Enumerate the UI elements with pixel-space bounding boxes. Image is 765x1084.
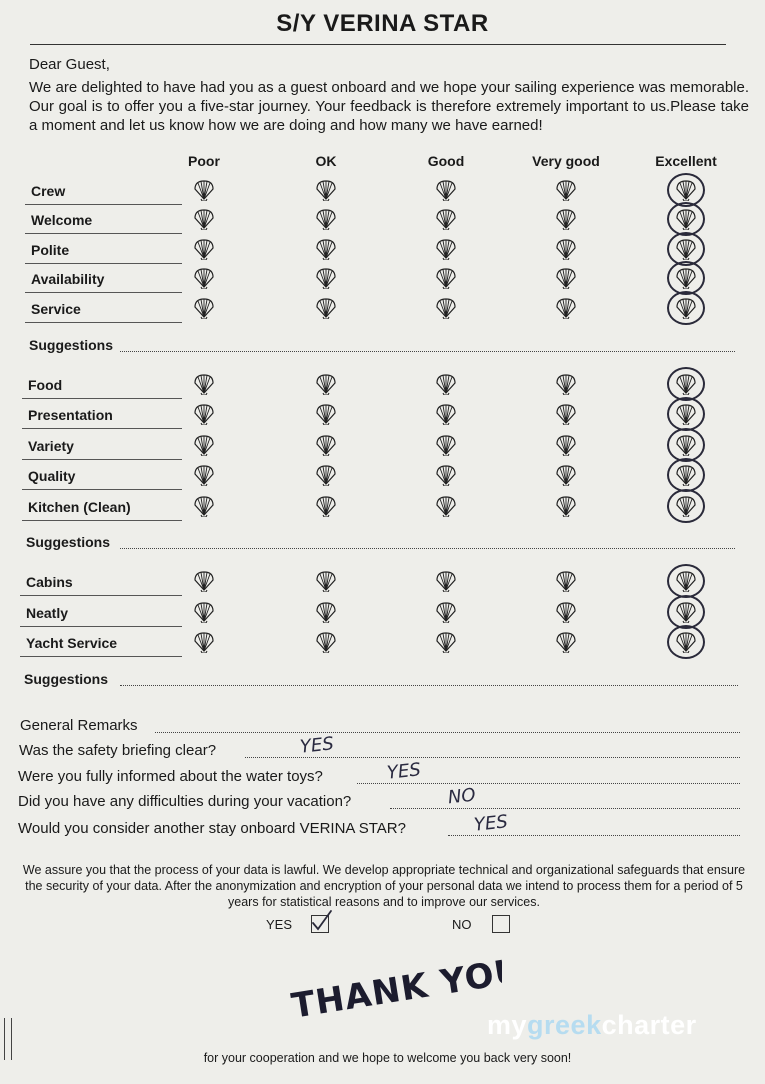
greeting: Dear Guest, bbox=[29, 56, 110, 73]
scallop-shell-icon[interactable] bbox=[434, 267, 458, 289]
scallop-shell-icon[interactable] bbox=[434, 208, 458, 230]
scallop-shell-icon[interactable] bbox=[554, 570, 578, 592]
scallop-shell-icon[interactable] bbox=[192, 403, 216, 425]
scallop-shell-icon[interactable] bbox=[192, 179, 216, 201]
form-title: S/Y VERINA STAR bbox=[276, 10, 489, 37]
row-underline bbox=[25, 322, 182, 323]
question-label: Would you consider another stay onboard VERINA STAR? bbox=[18, 820, 406, 837]
title-rule bbox=[30, 44, 726, 45]
selected-rating-circle bbox=[667, 595, 705, 629]
scallop-shell-icon[interactable] bbox=[314, 570, 338, 592]
row-underline bbox=[22, 489, 182, 490]
scallop-shell-icon[interactable] bbox=[554, 631, 578, 653]
scallop-shell-icon[interactable] bbox=[192, 238, 216, 260]
scallop-shell-icon[interactable] bbox=[434, 495, 458, 517]
selected-rating-circle bbox=[667, 458, 705, 492]
handwritten-answer: NO bbox=[446, 784, 477, 809]
suggestions-label: Suggestions bbox=[24, 671, 109, 687]
scallop-shell-icon[interactable] bbox=[314, 267, 338, 289]
scallop-shell-icon[interactable] bbox=[554, 495, 578, 517]
scallop-shell-icon[interactable] bbox=[434, 297, 458, 319]
scallop-shell-icon[interactable] bbox=[314, 631, 338, 653]
scallop-shell-icon[interactable] bbox=[314, 464, 338, 486]
scallop-shell-icon[interactable] bbox=[554, 373, 578, 395]
intro-paragraph: We are delighted to have had you as a guest onboard and we hope your sailing experience was memorable. Our goal is to offer you a five-star journey. Your feedback is therefore extremely important to us.Please take a moment and let us know how we are doing and how many we have earned! bbox=[29, 79, 749, 134]
row-underline bbox=[22, 459, 182, 460]
scallop-shell-icon[interactable] bbox=[554, 179, 578, 201]
question-label: General Remarks bbox=[20, 717, 138, 734]
scallop-shell-icon[interactable] bbox=[314, 238, 338, 260]
row-label: Quality bbox=[28, 468, 76, 484]
row-label: Yacht Service bbox=[26, 635, 118, 651]
scallop-shell-icon[interactable] bbox=[554, 434, 578, 456]
question-label: Were you fully informed about the water toys? bbox=[18, 768, 323, 785]
selected-rating-circle bbox=[667, 397, 705, 431]
selected-rating-circle bbox=[667, 202, 705, 236]
scallop-shell-icon[interactable] bbox=[314, 208, 338, 230]
footer-text: for your cooperation and we hope to welcome you back very soon! bbox=[203, 1051, 572, 1065]
scallop-shell-icon[interactable] bbox=[434, 238, 458, 260]
row-underline bbox=[22, 520, 182, 521]
row-label: Cabins bbox=[26, 574, 73, 590]
column-header-ok: OK bbox=[315, 153, 337, 169]
scallop-shell-icon[interactable] bbox=[554, 464, 578, 486]
question-label: Did you have any difficulties during your vacation? bbox=[18, 793, 352, 810]
row-underline bbox=[22, 428, 182, 429]
scallop-shell-icon[interactable] bbox=[192, 373, 216, 395]
row-label: Availability bbox=[31, 271, 105, 287]
scallop-shell-icon[interactable] bbox=[434, 403, 458, 425]
scallop-shell-icon[interactable] bbox=[434, 464, 458, 486]
row-underline bbox=[20, 595, 182, 596]
scallop-shell-icon[interactable] bbox=[434, 631, 458, 653]
row-label: Food bbox=[28, 377, 63, 393]
column-header-excellent: Excellent bbox=[655, 153, 717, 169]
selected-rating-circle bbox=[667, 261, 705, 295]
scallop-shell-icon[interactable] bbox=[314, 297, 338, 319]
suggestions-field[interactable] bbox=[120, 685, 738, 686]
row-underline bbox=[20, 656, 182, 657]
scallop-shell-icon[interactable] bbox=[192, 434, 216, 456]
scallop-shell-icon[interactable] bbox=[434, 601, 458, 623]
handwritten-answer: YES bbox=[298, 733, 335, 758]
scallop-shell-icon[interactable] bbox=[192, 631, 216, 653]
scallop-shell-icon[interactable] bbox=[314, 403, 338, 425]
row-label: Service bbox=[31, 301, 81, 317]
consent-no-checkbox[interactable] bbox=[492, 915, 510, 933]
consent-no-label: NO bbox=[452, 917, 472, 932]
scallop-shell-icon[interactable] bbox=[314, 495, 338, 517]
row-label: Crew bbox=[31, 183, 66, 199]
selected-rating-circle bbox=[667, 489, 705, 523]
scallop-shell-icon[interactable] bbox=[192, 464, 216, 486]
suggestions-label: Suggestions bbox=[26, 534, 111, 550]
scallop-shell-icon[interactable] bbox=[434, 373, 458, 395]
selected-rating-circle bbox=[667, 564, 705, 598]
scallop-shell-icon[interactable] bbox=[554, 297, 578, 319]
scallop-shell-icon[interactable] bbox=[554, 208, 578, 230]
scallop-shell-icon[interactable] bbox=[192, 267, 216, 289]
scallop-shell-icon[interactable] bbox=[554, 238, 578, 260]
answer-field[interactable] bbox=[155, 732, 740, 733]
row-underline bbox=[25, 263, 182, 264]
answer-field[interactable] bbox=[357, 783, 740, 784]
thank-you-text: THANK YOU! bbox=[288, 952, 502, 1020]
intro-block bbox=[29, 55, 749, 135]
scallop-shell-icon[interactable] bbox=[434, 434, 458, 456]
question-label: Was the safety briefing clear? bbox=[19, 742, 217, 759]
row-label: Polite bbox=[31, 242, 70, 258]
scallop-shell-icon[interactable] bbox=[434, 179, 458, 201]
suggestions-field[interactable] bbox=[120, 548, 735, 549]
selected-rating-circle bbox=[667, 291, 705, 325]
handwritten-answer: YES bbox=[472, 811, 509, 836]
selected-rating-circle bbox=[667, 625, 705, 659]
suggestions-field[interactable] bbox=[120, 351, 735, 352]
consent-yes-checkbox[interactable] bbox=[311, 915, 329, 933]
scallop-shell-icon[interactable] bbox=[314, 179, 338, 201]
consent-yes-label: YES bbox=[266, 917, 293, 932]
column-header-very-good: Very good bbox=[532, 153, 600, 169]
answer-field[interactable] bbox=[245, 757, 740, 758]
gdpr-notice: We assure you that the process of your data is lawful. We develop appropriate technical and organizational safeguards that ensure the security of your data. After the anonymization and encryption of your personal data we intend to process them for a period of 5 years for statistical reasons and to improve our services. bbox=[22, 863, 746, 909]
scallop-shell-icon[interactable] bbox=[434, 570, 458, 592]
checkmark-icon bbox=[309, 909, 335, 935]
row-underline bbox=[25, 292, 182, 293]
column-header-poor: Poor bbox=[188, 153, 220, 169]
scallop-shell-icon[interactable] bbox=[192, 601, 216, 623]
scallop-shell-icon[interactable] bbox=[192, 570, 216, 592]
selected-rating-circle bbox=[667, 428, 705, 462]
scallop-shell-icon[interactable] bbox=[192, 297, 216, 319]
row-underline bbox=[25, 204, 182, 205]
answer-field[interactable] bbox=[448, 835, 740, 836]
scallop-shell-icon[interactable] bbox=[192, 208, 216, 230]
scallop-shell-icon[interactable] bbox=[554, 601, 578, 623]
scallop-shell-icon[interactable] bbox=[554, 267, 578, 289]
row-label: Presentation bbox=[28, 407, 113, 423]
row-underline bbox=[22, 398, 182, 399]
handwritten-answer: YES bbox=[385, 759, 422, 784]
scallop-shell-icon[interactable] bbox=[314, 434, 338, 456]
scallop-shell-icon[interactable] bbox=[554, 403, 578, 425]
thank-you-handwriting bbox=[282, 952, 502, 1020]
scallop-shell-icon[interactable] bbox=[314, 373, 338, 395]
row-label: Welcome bbox=[31, 212, 93, 228]
column-header-good: Good bbox=[427, 153, 465, 169]
watermark-logo: mygreekcharter bbox=[487, 1010, 697, 1040]
row-label: Variety bbox=[28, 438, 74, 454]
row-label: Kitchen (Clean) bbox=[28, 499, 131, 515]
row-label: Neatly bbox=[26, 605, 69, 621]
row-underline bbox=[20, 626, 182, 627]
scallop-shell-icon[interactable] bbox=[314, 601, 338, 623]
suggestions-label: Suggestions bbox=[29, 337, 114, 353]
selected-rating-circle bbox=[667, 367, 705, 401]
row-underline bbox=[25, 233, 182, 234]
scallop-shell-icon[interactable] bbox=[192, 495, 216, 517]
answer-field[interactable] bbox=[390, 808, 740, 809]
